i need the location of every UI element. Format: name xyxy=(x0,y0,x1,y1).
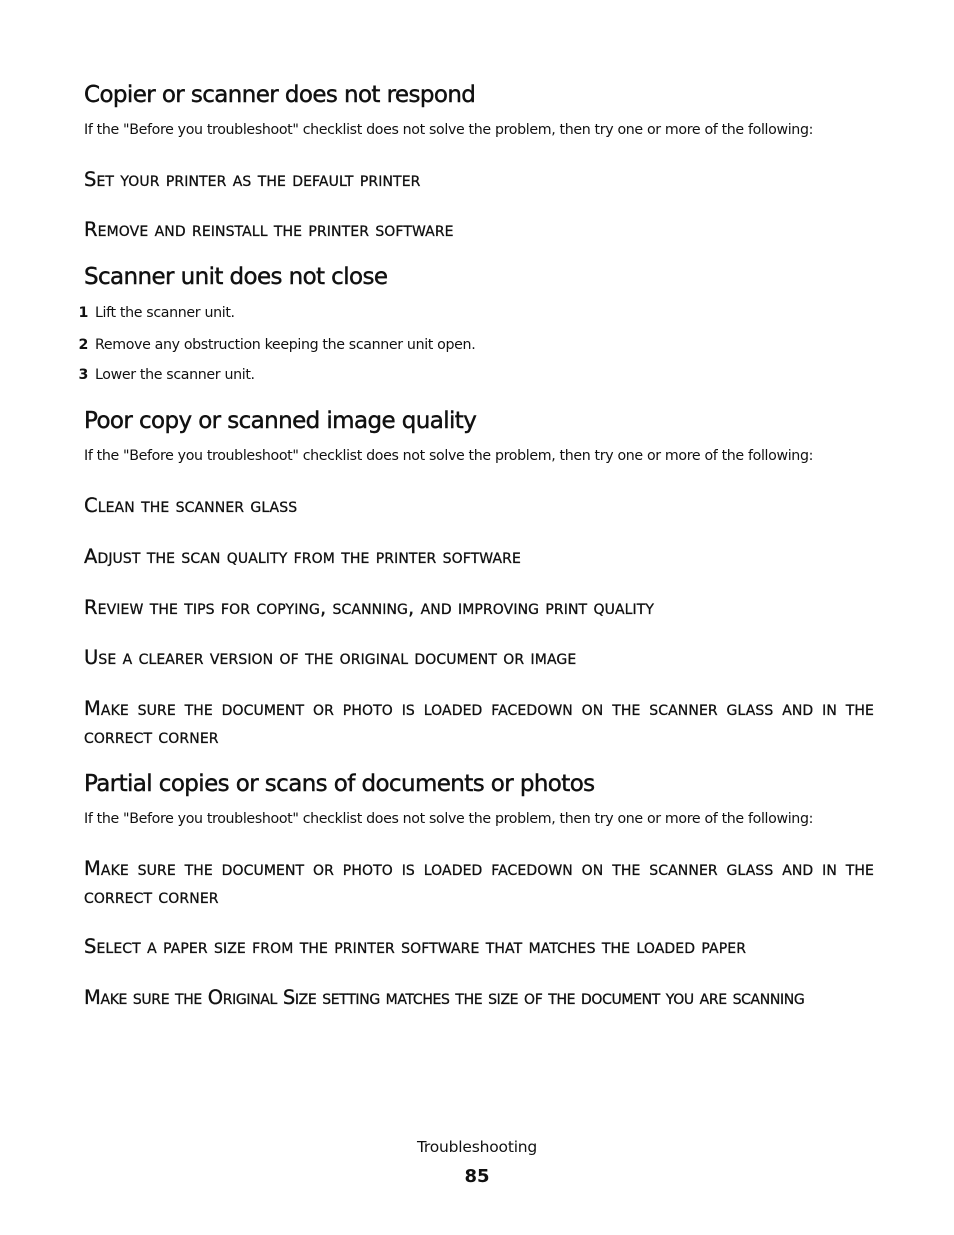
step-number: 1 xyxy=(78,305,88,321)
section-intro: If the "Before you troubleshoot" checklist does not solve the problem, then try one or more of the following: xyxy=(84,122,814,138)
subheading-select-paper-size: Select a paper size from the printer software that matches the loaded paper xyxy=(84,935,747,958)
step-text: Remove any obstruction keeping the scanner unit open. xyxy=(95,337,476,353)
section-intro: If the "Before you troubleshoot" checklist does not solve the problem, then try one or more of the following: xyxy=(84,811,814,827)
subheading-clearer-version: Use a clearer version of the original document or image xyxy=(84,646,577,669)
section-title-scanner-unit: Scanner unit does not close xyxy=(84,264,388,290)
step-number: 3 xyxy=(78,367,88,383)
subheading-original-size: Make sure the Original Size setting matches the size of the document you are scanning xyxy=(84,986,805,1009)
section-title-partial-copies: Partial copies or scans of documents or photos xyxy=(84,771,595,797)
subheading-reinstall-software: Remove and reinstall the printer software xyxy=(84,218,454,241)
step-number: 2 xyxy=(78,337,88,353)
subheading-load-facedown: Make sure the document or photo is loaded facedown on the scanner glass and in the correct corner xyxy=(84,697,874,748)
subheading-adjust-scan-quality: Adjust the scan quality from the printer software xyxy=(84,545,521,568)
section-title-poor-quality: Poor copy or scanned image quality xyxy=(84,408,477,434)
subheading-load-facedown: Make sure the document or photo is loaded facedown on the scanner glass and in the correct corner xyxy=(84,857,874,908)
subheading-set-default-printer: Set your printer as the default printer xyxy=(84,168,421,191)
list-item xyxy=(64,305,235,321)
step-text: Lower the scanner unit. xyxy=(95,367,255,383)
list-item xyxy=(64,337,475,353)
section-title-copier-not-respond: Copier or scanner does not respond xyxy=(84,82,476,108)
footer-chapter-label: Troubleshooting xyxy=(416,1138,538,1156)
list-item xyxy=(64,367,255,383)
subheading-review-tips: Review the tips for copying, scanning, and improving print quality xyxy=(84,596,655,619)
page-number: 85 xyxy=(464,1166,490,1187)
section-intro: If the "Before you troubleshoot" checklist does not solve the problem, then try one or more of the following: xyxy=(84,448,814,464)
subheading-clean-glass: Clean the scanner glass xyxy=(84,494,298,517)
step-text: Lift the scanner unit. xyxy=(95,305,235,321)
